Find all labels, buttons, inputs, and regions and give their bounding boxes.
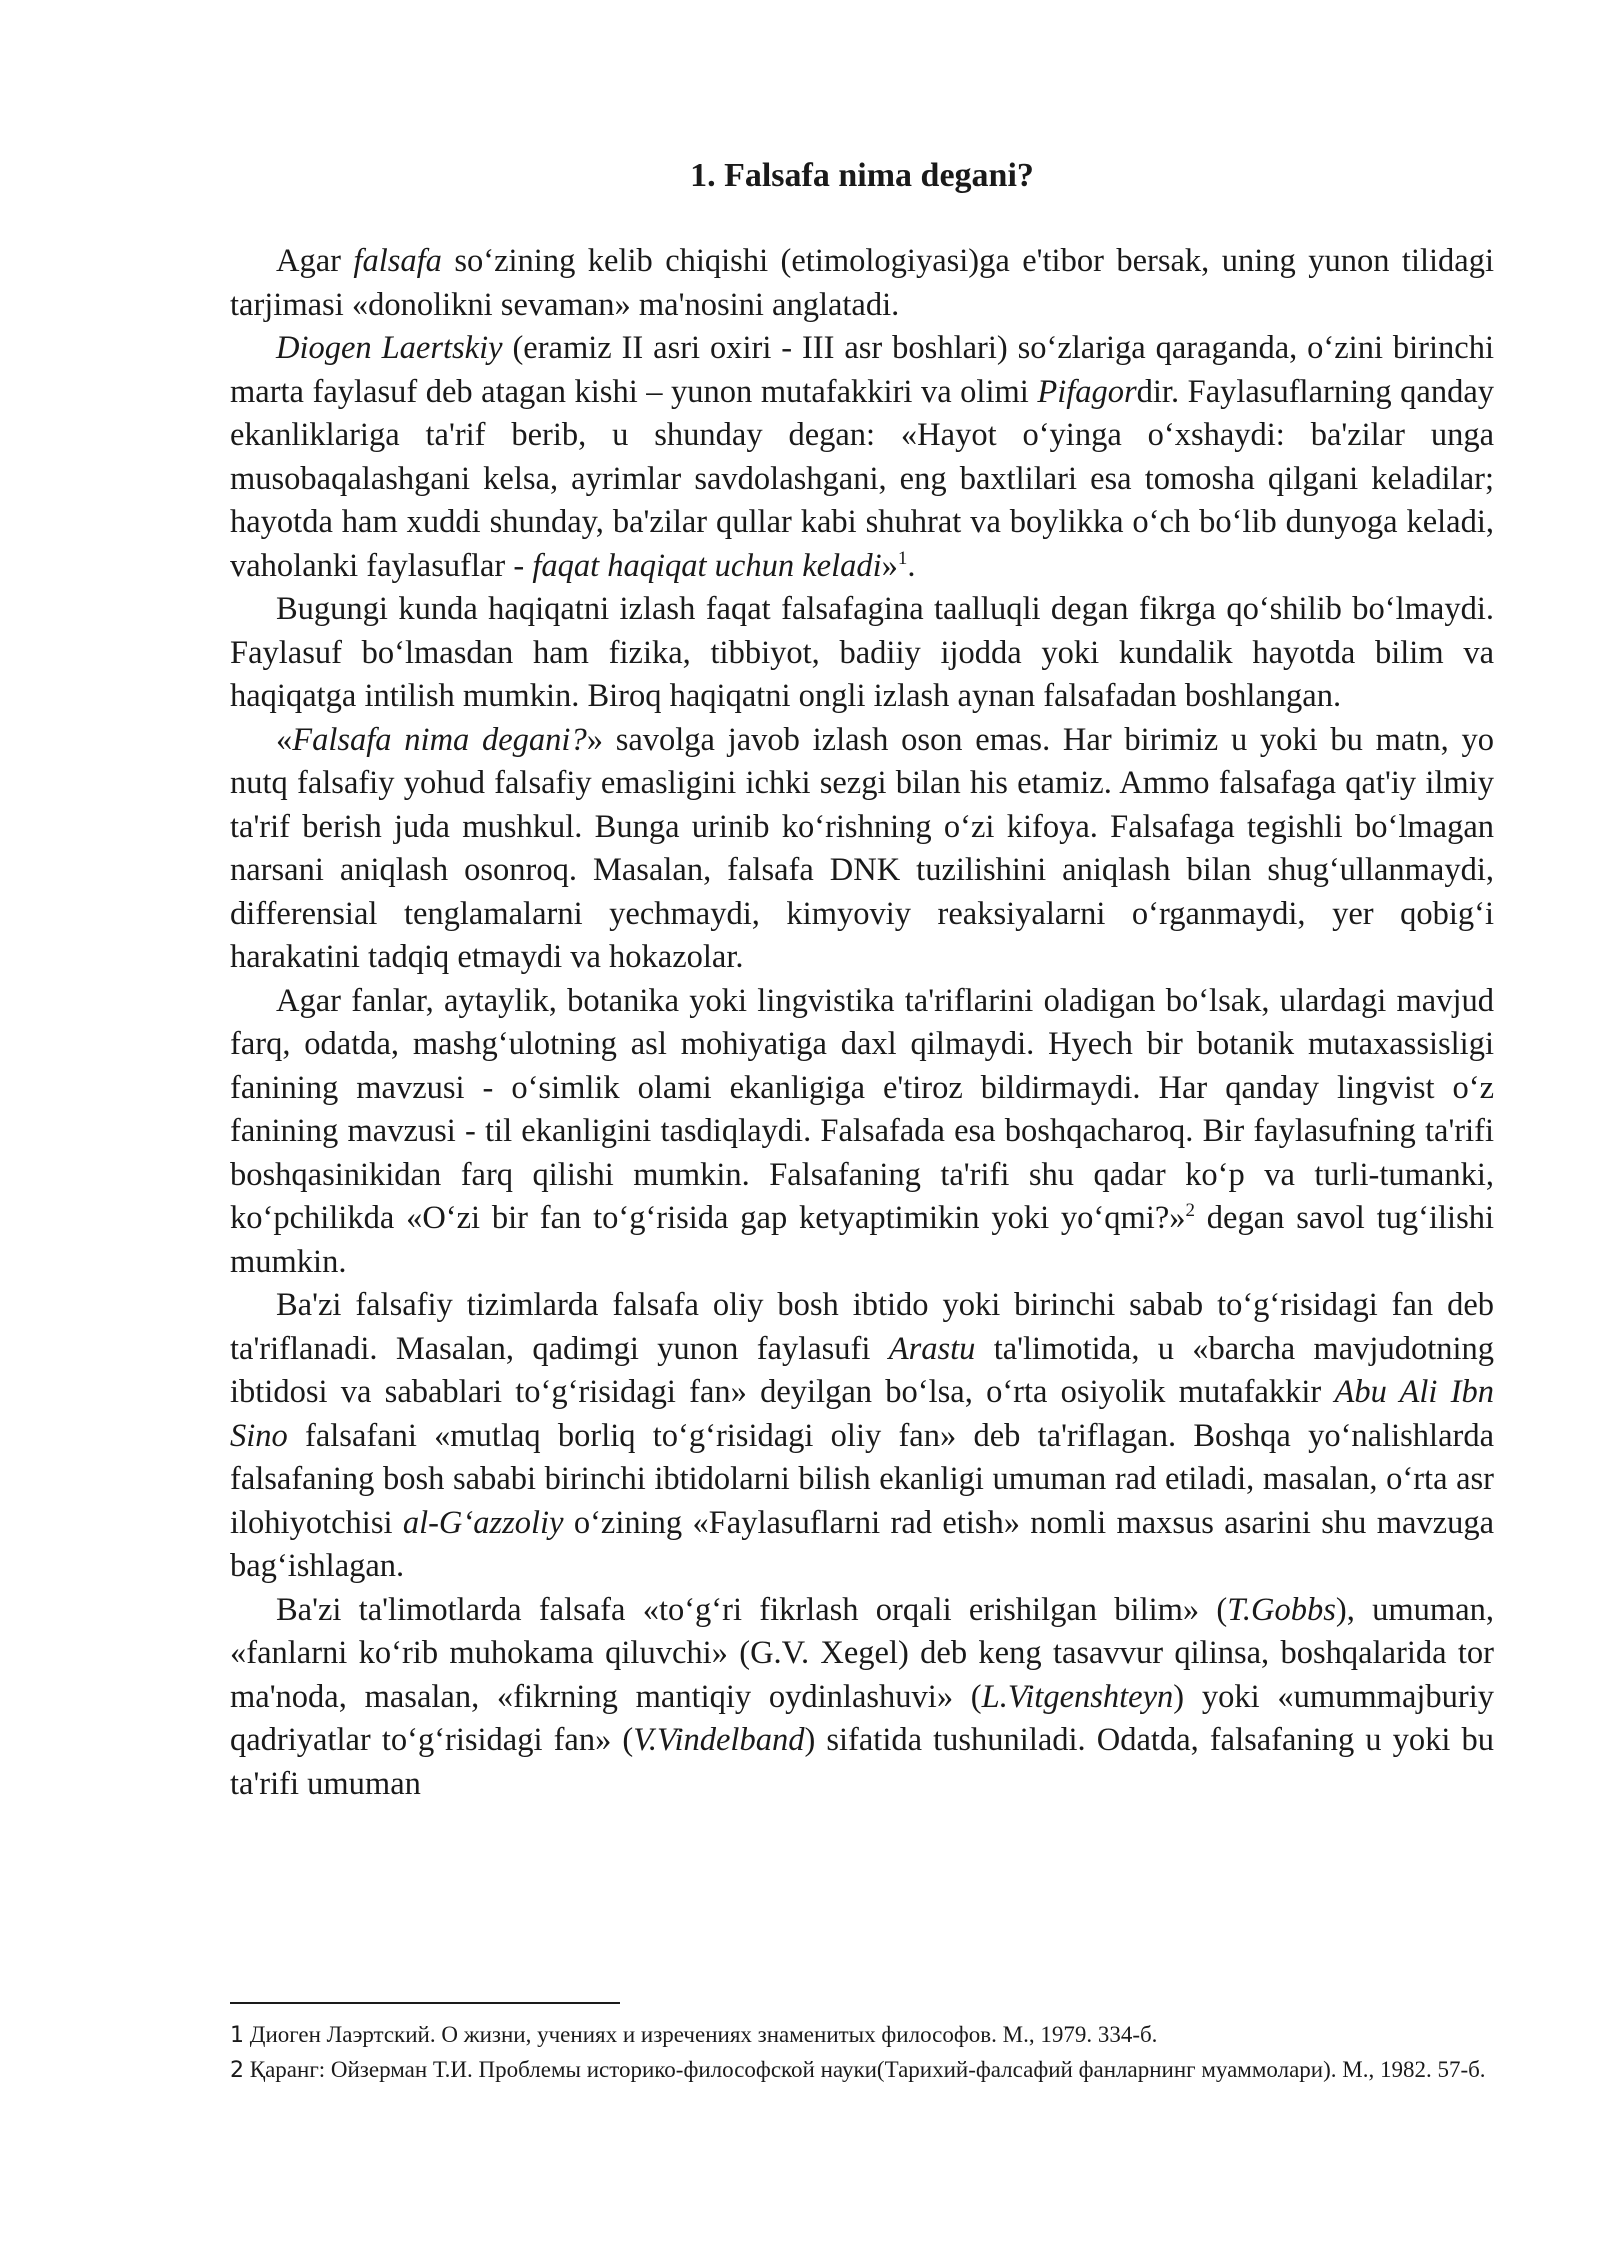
footnote <box>230 2020 1494 2051</box>
text-run: ), umuman, «fanlarni ko‘rib muhokama qiluvchi» (G.V. Xegel) deb keng tasavvur qilinsa, boshqalarida tor ma'noda, masalan, «fikrning mantiqiy oydinlashuvi» ( <box>230 1591 1494 1715</box>
italic-text: V.Vindelband <box>633 1722 805 1758</box>
footnotes <box>230 2020 1494 2090</box>
text-run: Agar fanlar, aytaylik, botanika yoki lingvistika ta'riflarini oladigan bo‘lsak, ulardagi mavjud farq, odatda, mashg‘ulotning asl mohiyatiga daxl qilmaydi. Hyech bir botanik mutaxassisligi fanining mavzusi - o‘simlik olami ekanligiga e'tiroz bildirmaydi. Har qanday lingvist o‘z fanining mavzusi - til ekanligini tasdiqlaydi. Falsafada esa boshqacharoq. Bir faylasufning ta'rifi boshqasinikidan farq qilishi mumkin. Falsafaning ta'rifi shu qadar ko‘p va turli-tumanki, ko‘pchilikda «O‘zi bir fan to‘g‘risida gap ketyaptimikin yoki yo‘qmi?» <box>230 982 1494 1236</box>
paragraph <box>230 327 1494 588</box>
text-run: Agar <box>276 243 354 279</box>
footnote-number: 2 <box>230 2058 244 2083</box>
text-run: ) sifatida tushuniladi. Odatda, falsafaning u yoki bu ta'rifi umuman <box>230 1722 1494 1802</box>
text-run: Ba'zi ta'limotlarda falsafa «to‘g‘ri fikrlash orqali erishilgan bilim» ( <box>276 1591 1228 1628</box>
footnote-text: Қаранг: Ойзерман Т.И. Проблемы историко-философской науки(Тарихий-фалсафий фанларнинг муаммолари). М., 1982. 57-б. <box>244 2057 1486 2082</box>
text-run: Bugungi kunda haqiqatni izlash faqat falsafagina taalluqli degan fikrga qo‘shilib bo‘lmaydi. Faylasuf bo‘lmasdan ham fizika, tibbiyot, badiiy ijodda yoki kundalik hayotda bilim va haqiqatga intilish mumkin. Biroq haqiqatni ongli izlash aynan falsafadan boshlangan. <box>230 591 1494 714</box>
text-run: ta'limotida, u «barcha mavjudotning ibtidosi va sabablari to‘g‘risidagi fan» deyilgan bo‘lsa, o‘rta osiyolik mutafakkir <box>230 1330 1494 1410</box>
paragraph <box>230 719 1494 980</box>
italic-text: Abu Ali Ibn Sino <box>230 1374 1494 1454</box>
footnote <box>230 2055 1494 2086</box>
text-run: so‘zining kelib chiqishi (etimologiyasi)ga e'tibor bersak, uning yunon tilidagi tarjimasi «donolikni sevaman» ma'nosini anglatadi. <box>230 243 1494 323</box>
paragraph <box>230 240 1494 327</box>
section-title: 1. Falsafa nima degani? <box>690 157 1034 194</box>
italic-text: Diogen Laertskiy <box>276 330 503 366</box>
body-text <box>230 240 1494 1806</box>
footnote-divider <box>230 2002 620 2004</box>
paragraph <box>230 588 1494 719</box>
paragraph <box>230 1284 1494 1589</box>
paragraph <box>230 980 1494 1285</box>
italic-text: al-G‘azzoliy <box>402 1504 564 1541</box>
italic-text: T.Gobbs <box>1227 1591 1336 1628</box>
text-run: dir. Faylasuflarning qanday ekanliklariga ta'rif berib, u shunday degan: «Hayot o‘yinga o‘xshaydi: ba'zilar unga musobaqalashgani kelsa, ayrimlar savdolashgani, eng baxtlilari esa tomosha qilgani keladilar; hayotda ham xuddi shunday, ba'zilar qullar kabi shuhrat va boylikka o‘ch bo‘lib dunyoga keladi, vaholanki faylasuflar - <box>230 373 1494 584</box>
italic-text: Falsafa nima degani? <box>292 721 587 758</box>
italic-text: Arastu <box>888 1330 976 1367</box>
text-run: Ba'zi falsafiy tizimlarda falsafa oliy bosh ibtido yoki birinchi sabab to‘g‘risidagi fan deb ta'riflanadi. Masalan, qadimgi yunon faylasufi <box>230 1287 1494 1367</box>
footnote-reference: 2 <box>1185 1200 1195 1222</box>
text-run: . <box>907 547 916 584</box>
text-run: (eramiz II asri oxiri - III asr boshlari) so‘zlariga qaraganda, o‘zini birinchi marta faylasuf deb atagan kishi – yunon mutafakkiri va olimi <box>230 330 1494 410</box>
italic-text: Pifagor <box>1037 373 1137 410</box>
footnote-number: 1 <box>230 2023 244 2048</box>
footnote-reference: 1 <box>897 547 908 569</box>
italic-text: faqat haqiqat uchun keladi <box>532 547 882 584</box>
text-run: » <box>881 547 898 584</box>
text-run: o‘zining «Faylasuflarni rad etish» nomli maxsus asarini shu mavzuga bag‘ishlagan. <box>230 1504 1495 1584</box>
text-run: falsafani «mutlaq borliq to‘g‘risidagi oliy fan» deb ta'riflagan. Boshqa yo‘nalishlarda falsafaning bosh sababi birinchi ibtidolarni bilish ekanligi umuman rad etiladi, masalan, o‘rta asr ilohiyotchisi <box>230 1417 1494 1541</box>
footnote-text: Диоген Лаэртский. О жизни, учениях и изречениях знаменитых философов. М., 1979. 334-б. <box>244 2022 1158 2047</box>
italic-text: falsafa <box>353 243 442 279</box>
text-run: degan savol tug‘ilishi mumkin. <box>230 1200 1494 1280</box>
paragraph <box>230 1589 1494 1807</box>
text-run: ) yoki «umummajburiy qadriyatlar to‘g‘risidagi fan» ( <box>230 1678 1494 1758</box>
text-run: » savolga javob izlash oson emas. Har birimiz u yoki bu matn, yo nutq falsafiy yohud falsafiy emasligini ichki sezgi bilan his etamiz. Ammo falsafaga qat'iy ilmiy ta'rif berish juda mushkul. Bunga urinib ko‘rishning o‘zi kifoya. Falsafaga tegishli bo‘lmagan narsani aniqlash osonroq. Masalan, falsafa DNK tuzilishini aniqlash bilan shug‘ullanmaydi, differensial tenglamalarni yechmaydi, kimyoviy reaksiyalarni o‘rganmaydi, yer qobig‘i harakatini tadqiq etmaydi va hokazolar. <box>230 721 1494 975</box>
text-run: « <box>276 721 293 758</box>
italic-text: L.Vitgenshteyn <box>981 1678 1174 1715</box>
